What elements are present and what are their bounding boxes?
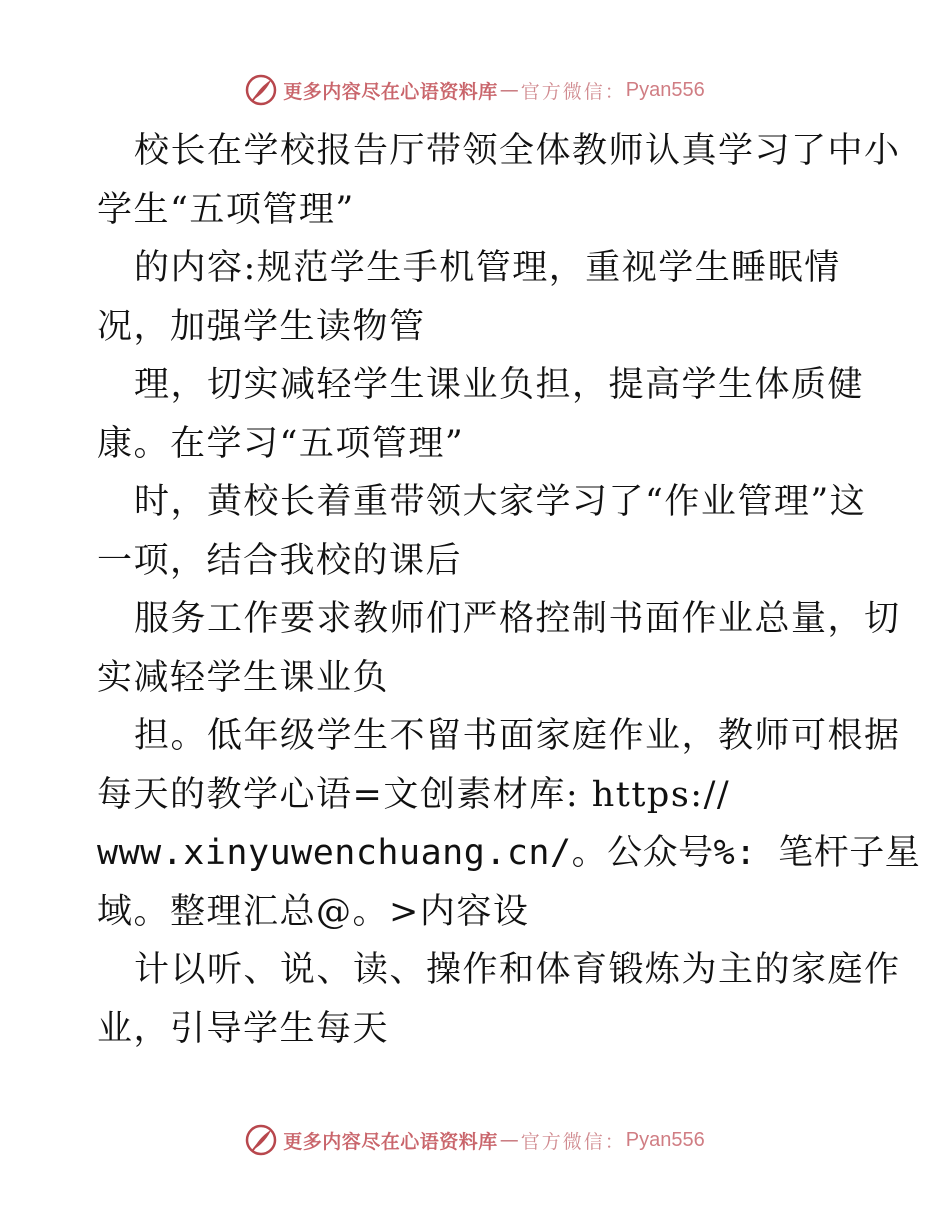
text-line: 业，引导学生每天 — [97, 1008, 390, 1049]
watermark-banner-bottom — [0, 1120, 950, 1160]
text-line: 计以听、说、读、操作和体育锻炼为主的家庭作 — [134, 950, 901, 990]
text-line: 服务工作要求教师们严格控制书面作业总量，切 — [134, 599, 901, 639]
text-line: 一项，结合我校的课后 — [97, 540, 463, 581]
text-line: 的内容:规范学生手机管理，重视学生睡眠情 — [134, 248, 841, 288]
text-line: 康。在学习“五项管理” — [97, 423, 465, 464]
text-line: 况，加强学生读物管 — [97, 306, 426, 347]
watermark-wechat-id: Pyan556 — [625, 1128, 705, 1151]
watermark-wechat-label: 官方微信： — [520, 80, 626, 103]
watermark-wechat-label: 官方微信： — [520, 1130, 626, 1153]
watermark-dash: — — [499, 79, 519, 101]
watermark-dash: — — [499, 1129, 519, 1151]
quill-logo-icon — [245, 1124, 277, 1156]
watermark-wechat-id: Pyan556 — [625, 78, 705, 101]
text-line: 每天的教学心语=文创素材库: https:// — [97, 774, 731, 815]
text-line: 校长在学校报告厅带领全体教师认真学习了中小 — [134, 131, 901, 171]
watermark-banner-top — [0, 70, 950, 110]
watermark-main-text: 更多内容尽在心语资料库 — [283, 80, 498, 103]
text-line: 实减轻学生课业负 — [97, 657, 390, 698]
text-line: 理，切实减轻学生课业负担，提高学生体质健 — [134, 365, 865, 405]
text-line: 时，黄校长着重带领大家学习了“作业管理”这 — [134, 482, 867, 522]
text-line: 担。低年级学生不留书面家庭作业，教师可根据 — [134, 716, 901, 756]
watermark-main-text: 更多内容尽在心语资料库 — [283, 1130, 498, 1153]
text-line: www.xinyuwenchuang.cn/。公众号%: 笔杆子星 — [97, 833, 921, 873]
text-line: 域。整理汇总@。>内容设 — [97, 891, 530, 932]
quill-logo-icon — [245, 74, 277, 106]
text-line: 学生“五项管理” — [97, 189, 355, 230]
document-body — [97, 122, 921, 1058]
